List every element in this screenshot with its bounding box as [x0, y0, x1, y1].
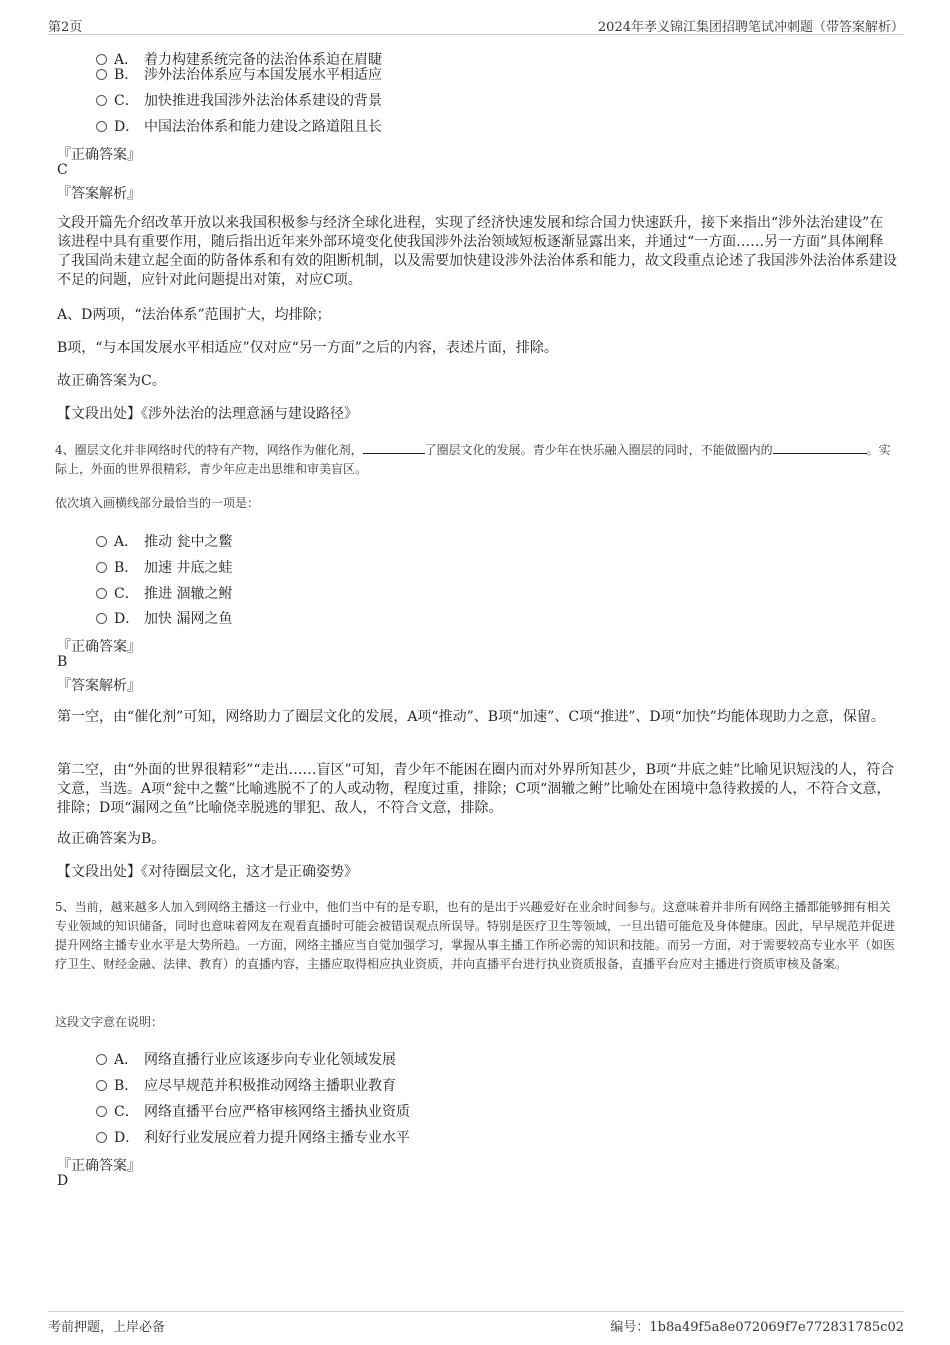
page-header	[48, 14, 904, 35]
radio-icon[interactable]	[96, 1132, 107, 1143]
radio-icon[interactable]	[96, 1080, 107, 1091]
correct-answer-value: B	[57, 654, 68, 670]
q3-option-c[interactable]: C． 加快推进我国涉外法治体系建设的背景	[96, 90, 382, 110]
analysis-paragraph: 故正确答案为B。	[57, 831, 166, 847]
analysis-paragraph: 文段开篇先介绍改革开放以来我国积极参与经济全球化进程，实现了经济快速发展和综合国力快速跃升，接下来指出“涉外法治建设”在该进程中具有重要作用，随后指出近年来外部环境变化使我国涉外法治领域短板逐渐显露出来，并通过“一方面……另一方面”具体阐释了我国尚未建立起全面的防备体系和有效的阻断机制，以及需要加快建设涉外法治体系和能力，故文段重点论述了我国涉外法治体系建设不足的问题，应针对此问题提出对策，对应C项。	[57, 215, 897, 288]
page-footer	[48, 1311, 904, 1334]
correct-answer-label: 『正确答案』	[57, 639, 141, 655]
page-number: 第2页	[48, 20, 83, 35]
footer-slogan: 考前押题，上岸必备	[48, 1320, 166, 1335]
analysis-paragraph: B项，“与本国发展水平相适应”仅对应“另一方面”之后的内容，表述片面，排除。	[57, 340, 558, 356]
radio-icon[interactable]	[96, 69, 107, 80]
analysis-paragraph: 第一空，由“催化剂”可知，网络助力了圈层文化的发展，A项“推动”、B项“加速”、C项“推进”、D项“加快”均能体现助力之意，保留。	[57, 709, 885, 725]
q3-option-b[interactable]: B． 涉外法治体系应与本国发展水平相适应	[96, 64, 382, 84]
correct-answer-value: C	[57, 162, 68, 178]
correct-answer-value: D	[57, 1173, 69, 1189]
q4-option-b[interactable]: B． 加速 井底之蛙	[96, 557, 232, 577]
radio-icon[interactable]	[96, 1106, 107, 1117]
q3-option-d[interactable]: D． 中国法治体系和能力建设之路道阻且长	[96, 116, 382, 136]
document-title: 2024年孝义锦江集团招聘笔试冲刺题（带答案解析）	[597, 20, 904, 35]
radio-icon[interactable]	[96, 588, 107, 599]
question-stem: 5、当前，越来越多人加入到网络主播这一行业中，他们当中有的是专职，也有的是出于兴趣爱好在业余时间参与。这意味着并非所有网络主播都能够拥有相关专业领域的知识储备，同时也意味着网友在观看直播时可能会被错误观点所误导。特别是医疗卫生等领域，一旦出错可能危及身体健康。因此，早早规范并促进提升网络主播专业水平是大势所趋。一方面，网络主播应当自觉加强学习，掌握从事主播工作所必需的知识和技能。而另一方面，对于需要较高专业水平（如医疗卫生、财经金融、法律、教育）的直播内容，主播应取得相应执业资质，并向直播平台进行执业资质报备，直播平台应对主播进行资质审核及备案。	[55, 900, 896, 971]
radio-icon[interactable]	[96, 95, 107, 106]
q4-option-d[interactable]: D． 加快 漏网之鱼	[96, 608, 232, 628]
q4-option-c[interactable]: C． 推进 涸辙之鲋	[96, 583, 232, 603]
radio-icon[interactable]	[96, 121, 107, 132]
source-citation: 【文段出处】《对待圈层文化，这才是正确姿势》	[57, 864, 358, 880]
analysis-paragraph: A、D两项，“法治体系”范围扩大，均排除；	[57, 307, 331, 323]
source-citation: 【文段出处】《涉外法治的法理意涵与建设路径》	[57, 406, 358, 422]
radio-icon[interactable]	[96, 613, 107, 624]
question-prompt: 这段文字意在说明：	[55, 1015, 164, 1029]
q5-option-c[interactable]: C． 网络直播平台应严格审核网络主播执业资质	[96, 1101, 410, 1121]
q3-option-a[interactable]: A． 着力构建系统完备的法治体系迫在眉睫	[96, 49, 382, 69]
question-prompt: 依次填入画横线部分最恰当的一项是：	[55, 496, 260, 510]
radio-icon[interactable]	[96, 536, 107, 547]
q5-option-d[interactable]: D． 利好行业发展应着力提升网络主播专业水平	[96, 1127, 410, 1147]
analysis-paragraph: 第二空，由“外面的世界很精彩”“走出……盲区”可知，青少年不能困在圈内而对外界所知甚少，B项“井底之蛙”比喻见识短浅的人，符合文意，当选。A项“瓮中之鳖”比喻逃脱不了的人或动物，程度过重，排除；C项“涸辙之鲋”比喻处在困境中急待救援的人，不符合文意，排除；D项“漏网之鱼”比喻侥幸脱逃的罪犯、敌人，不符合文意，排除。	[57, 762, 895, 816]
correct-answer-label: 『正确答案』	[57, 1158, 141, 1174]
document-code: 编号：1b8a49f5a8e072069f7e772831785c02	[610, 1320, 904, 1335]
question-stem: 4、圈层文化并非网络时代的特有产物，网络作为催化剂， 了圈层文化的发展。青少年在快乐融入圈层的同时，不能做圈内的 。实际上，外面的世界很精彩，青少年应走出思维和审美盲区。	[55, 443, 891, 476]
fill-blank	[773, 441, 867, 454]
correct-answer-label: 『正确答案』	[57, 147, 141, 163]
fill-blank	[363, 441, 425, 454]
answer-analysis-label: 『答案解析』	[57, 678, 141, 694]
q5-option-b[interactable]: B． 应尽早规范并积极推动网络主播职业教育	[96, 1075, 396, 1095]
q4-option-a[interactable]: A． 推动 瓮中之鳖	[96, 531, 232, 551]
analysis-paragraph: 故正确答案为C。	[57, 373, 166, 389]
q5-option-a[interactable]: A． 网络直播行业应该逐步向专业化领域发展	[96, 1049, 396, 1069]
radio-icon[interactable]	[96, 562, 107, 573]
radio-icon[interactable]	[96, 1054, 107, 1065]
answer-analysis-label: 『答案解析』	[57, 186, 141, 202]
